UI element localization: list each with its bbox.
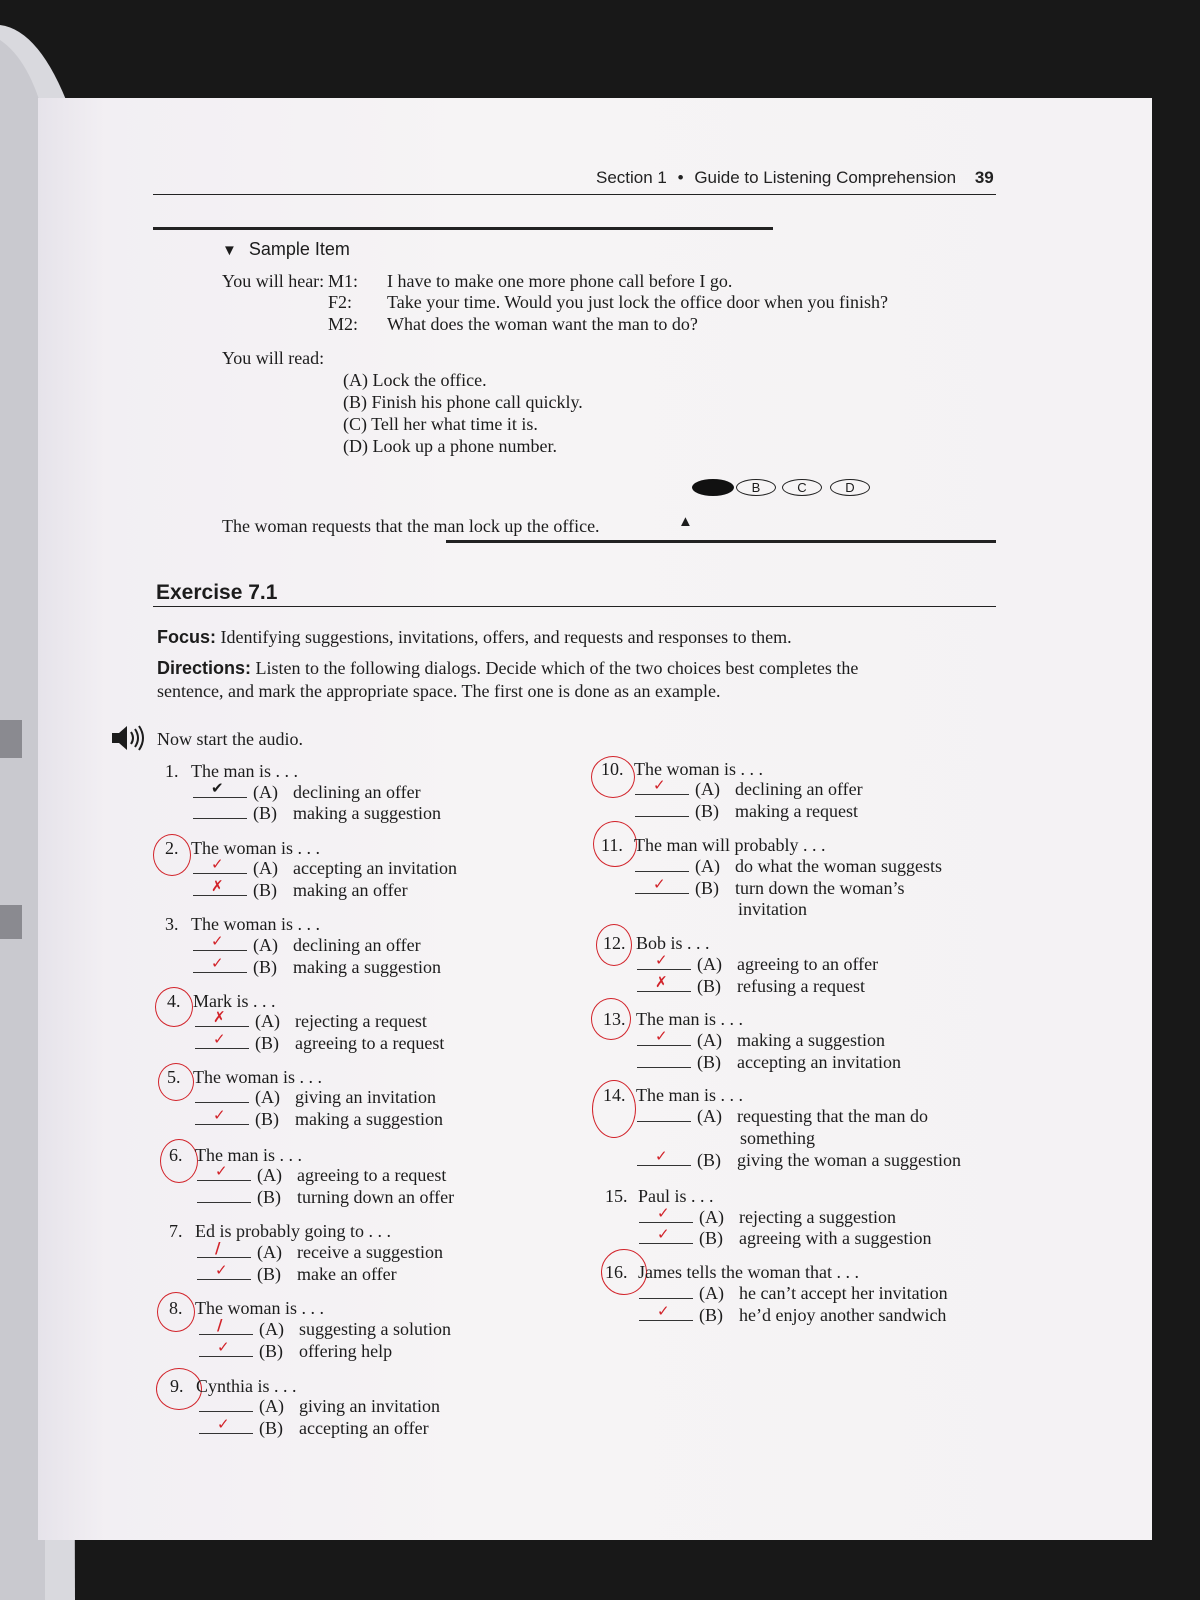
question-stem: 3. The woman is . . . (165, 914, 320, 934)
sample-choice: (D) Look up a phone number. (343, 436, 557, 456)
page-number: 39 (974, 168, 994, 187)
answer-option-b[interactable]: ✓ (B) offering help (199, 1341, 392, 1362)
question-stem: 4. Mark is . . . (167, 991, 276, 1011)
answer-option-a[interactable]: / (A) suggesting a solution (199, 1319, 451, 1340)
answer-option-a[interactable]: ✓ (A) rejecting a suggestion (639, 1207, 896, 1228)
focus-line (157, 627, 792, 648)
directions-label: Directions: (157, 658, 252, 678)
sample-choice: (C) Tell her what time it is. (343, 414, 538, 434)
answer-bubble: D (830, 479, 870, 496)
dialog-speaker: M1: (328, 271, 359, 291)
question-stem: 9. Cynthia is . . . (170, 1376, 297, 1396)
exercise-rule (153, 606, 996, 607)
answer-option-b[interactable]: ✓ (B) accepting an offer (199, 1418, 429, 1439)
directions-text: sentence, and mark the appropriate space. The first one is done as an example. (157, 681, 721, 701)
answer-option-b[interactable]: ✓ (B) agreeing to a request (195, 1033, 444, 1054)
directions-line (157, 658, 858, 679)
exercise-title: Exercise 7.1 (156, 581, 278, 604)
question-stem: 5. The woman is . . . (167, 1067, 322, 1087)
speaker-audio-icon[interactable] (110, 723, 150, 753)
answer-option-b[interactable]: ✓ (B) making a suggestion (193, 957, 441, 978)
answer-option-a[interactable]: (A) he can’t accept her invitation (639, 1283, 948, 1304)
sample-bottom-rule (446, 540, 996, 543)
answer-bubble: B (736, 479, 776, 496)
answer-bubble-filled (692, 479, 734, 496)
question-stem: 2. The woman is . . . (165, 838, 320, 858)
answer-option-b[interactable]: ✗ (B) refusing a request (637, 976, 865, 997)
answer-option-a[interactable]: (A) giving an invitation (195, 1087, 436, 1108)
triangle-down-icon: ▼ (222, 242, 237, 259)
question-stem: 1. The man is . . . (165, 761, 298, 781)
directions-text: Listen to the following dialogs. Decide which of the two choices best completes the (255, 658, 859, 678)
page-tab (0, 905, 22, 939)
answer-option-a[interactable]: ✓ (A) declining an offer (193, 935, 421, 956)
answer-option-a[interactable]: ✔ (A) declining an offer (193, 782, 421, 803)
sample-top-rule (153, 227, 773, 230)
question-stem: 15. Paul is . . . (605, 1186, 714, 1206)
answer-option-a[interactable]: ✓ (A) agreeing to a request (197, 1165, 446, 1186)
answer-option-a-continued: something (740, 1128, 815, 1148)
answer-option-b[interactable]: (B) making a request (635, 801, 858, 822)
page-tab (0, 720, 22, 758)
read-label: You will read: (222, 348, 325, 368)
answer-option-b[interactable]: ✗ (B) making an offer (193, 880, 408, 901)
dialog-line: What does the woman want the man to do? (387, 314, 698, 334)
header-section: Section 1 (596, 168, 667, 187)
answer-option-b[interactable]: ✓ (B) making a suggestion (195, 1109, 443, 1130)
dialog-speaker: F2: (328, 292, 353, 312)
question-stem: 13. The man is . . . (603, 1009, 743, 1029)
running-header (596, 168, 994, 188)
question-stem: 7. Ed is probably going to . . . (169, 1221, 391, 1241)
dialog-line: Take your time. Would you just lock the office door when you finish? (387, 292, 889, 312)
sample-explanation: The woman requests that the man lock up the office. (222, 516, 600, 536)
answer-option-a[interactable]: (A) requesting that the man do (637, 1106, 928, 1127)
sample-heading: ▼ Sample Item (222, 239, 350, 259)
question-stem: 6. The man is . . . (169, 1145, 302, 1165)
answer-option-a[interactable]: ✗ (A) rejecting a request (195, 1011, 427, 1032)
answer-option-b[interactable]: ✓ (B) giving the woman a suggestion (637, 1150, 961, 1171)
answer-option-a[interactable]: / (A) receive a suggestion (197, 1242, 443, 1263)
answer-bubble: C (782, 479, 822, 496)
audio-instruction: Now start the audio. (157, 729, 303, 749)
dialog-speaker: M2: (328, 314, 359, 334)
header-title: Guide to Listening Comprehension (694, 168, 957, 187)
answer-option-b[interactable]: ✓ (B) turn down the woman’s (635, 878, 904, 899)
focus-text: Identifying suggestions, invitations, offers, and requests and responses to them. (220, 627, 792, 647)
answer-option-a[interactable]: ✓ (A) agreeing to an offer (637, 954, 878, 975)
sample-choice: (A) Lock the office. (343, 370, 487, 390)
question-stem: 10. The woman is . . . (601, 759, 763, 779)
sample-choice: (B) Finish his phone call quickly. (343, 392, 583, 412)
answer-option-a[interactable]: (A) giving an invitation (199, 1396, 440, 1417)
answer-option-a[interactable]: ✓ (A) declining an offer (635, 779, 863, 800)
answer-option-b[interactable]: (B) turning down an offer (197, 1187, 454, 1208)
header-rule (153, 194, 996, 195)
question-stem: 12. Bob is . . . (603, 933, 710, 953)
answer-option-b[interactable]: ✓ (B) agreeing with a suggestion (639, 1228, 931, 1249)
question-stem: 8. The woman is . . . (169, 1298, 324, 1318)
dialog-line: I have to make one more phone call before I go. (387, 271, 733, 291)
answer-option-a[interactable]: (A) do what the woman suggests (635, 856, 942, 877)
question-stem: 16. James tells the woman that . . . (605, 1262, 859, 1282)
answer-option-b[interactable]: (B) making a suggestion (193, 803, 441, 824)
answer-option-b[interactable]: ✓ (B) make an offer (197, 1264, 397, 1285)
answer-option-b[interactable]: ✓ (B) he’d enjoy another sandwich (639, 1305, 946, 1326)
answer-option-b[interactable]: (B) accepting an invitation (637, 1052, 901, 1073)
answer-option-a[interactable]: ✓ (A) accepting an invitation (193, 858, 457, 879)
triangle-up-icon: ▲ (678, 514, 693, 530)
question-stem: 11. The man will probably . . . (601, 835, 826, 855)
hear-label: You will hear: (222, 271, 325, 291)
focus-label: Focus: (157, 627, 217, 647)
question-stem: 14. The man is . . . (603, 1085, 743, 1105)
answer-option-b-continued: invitation (738, 899, 807, 919)
header-bullet: • (677, 168, 684, 187)
answer-option-a[interactable]: ✓ (A) making a suggestion (637, 1030, 885, 1051)
